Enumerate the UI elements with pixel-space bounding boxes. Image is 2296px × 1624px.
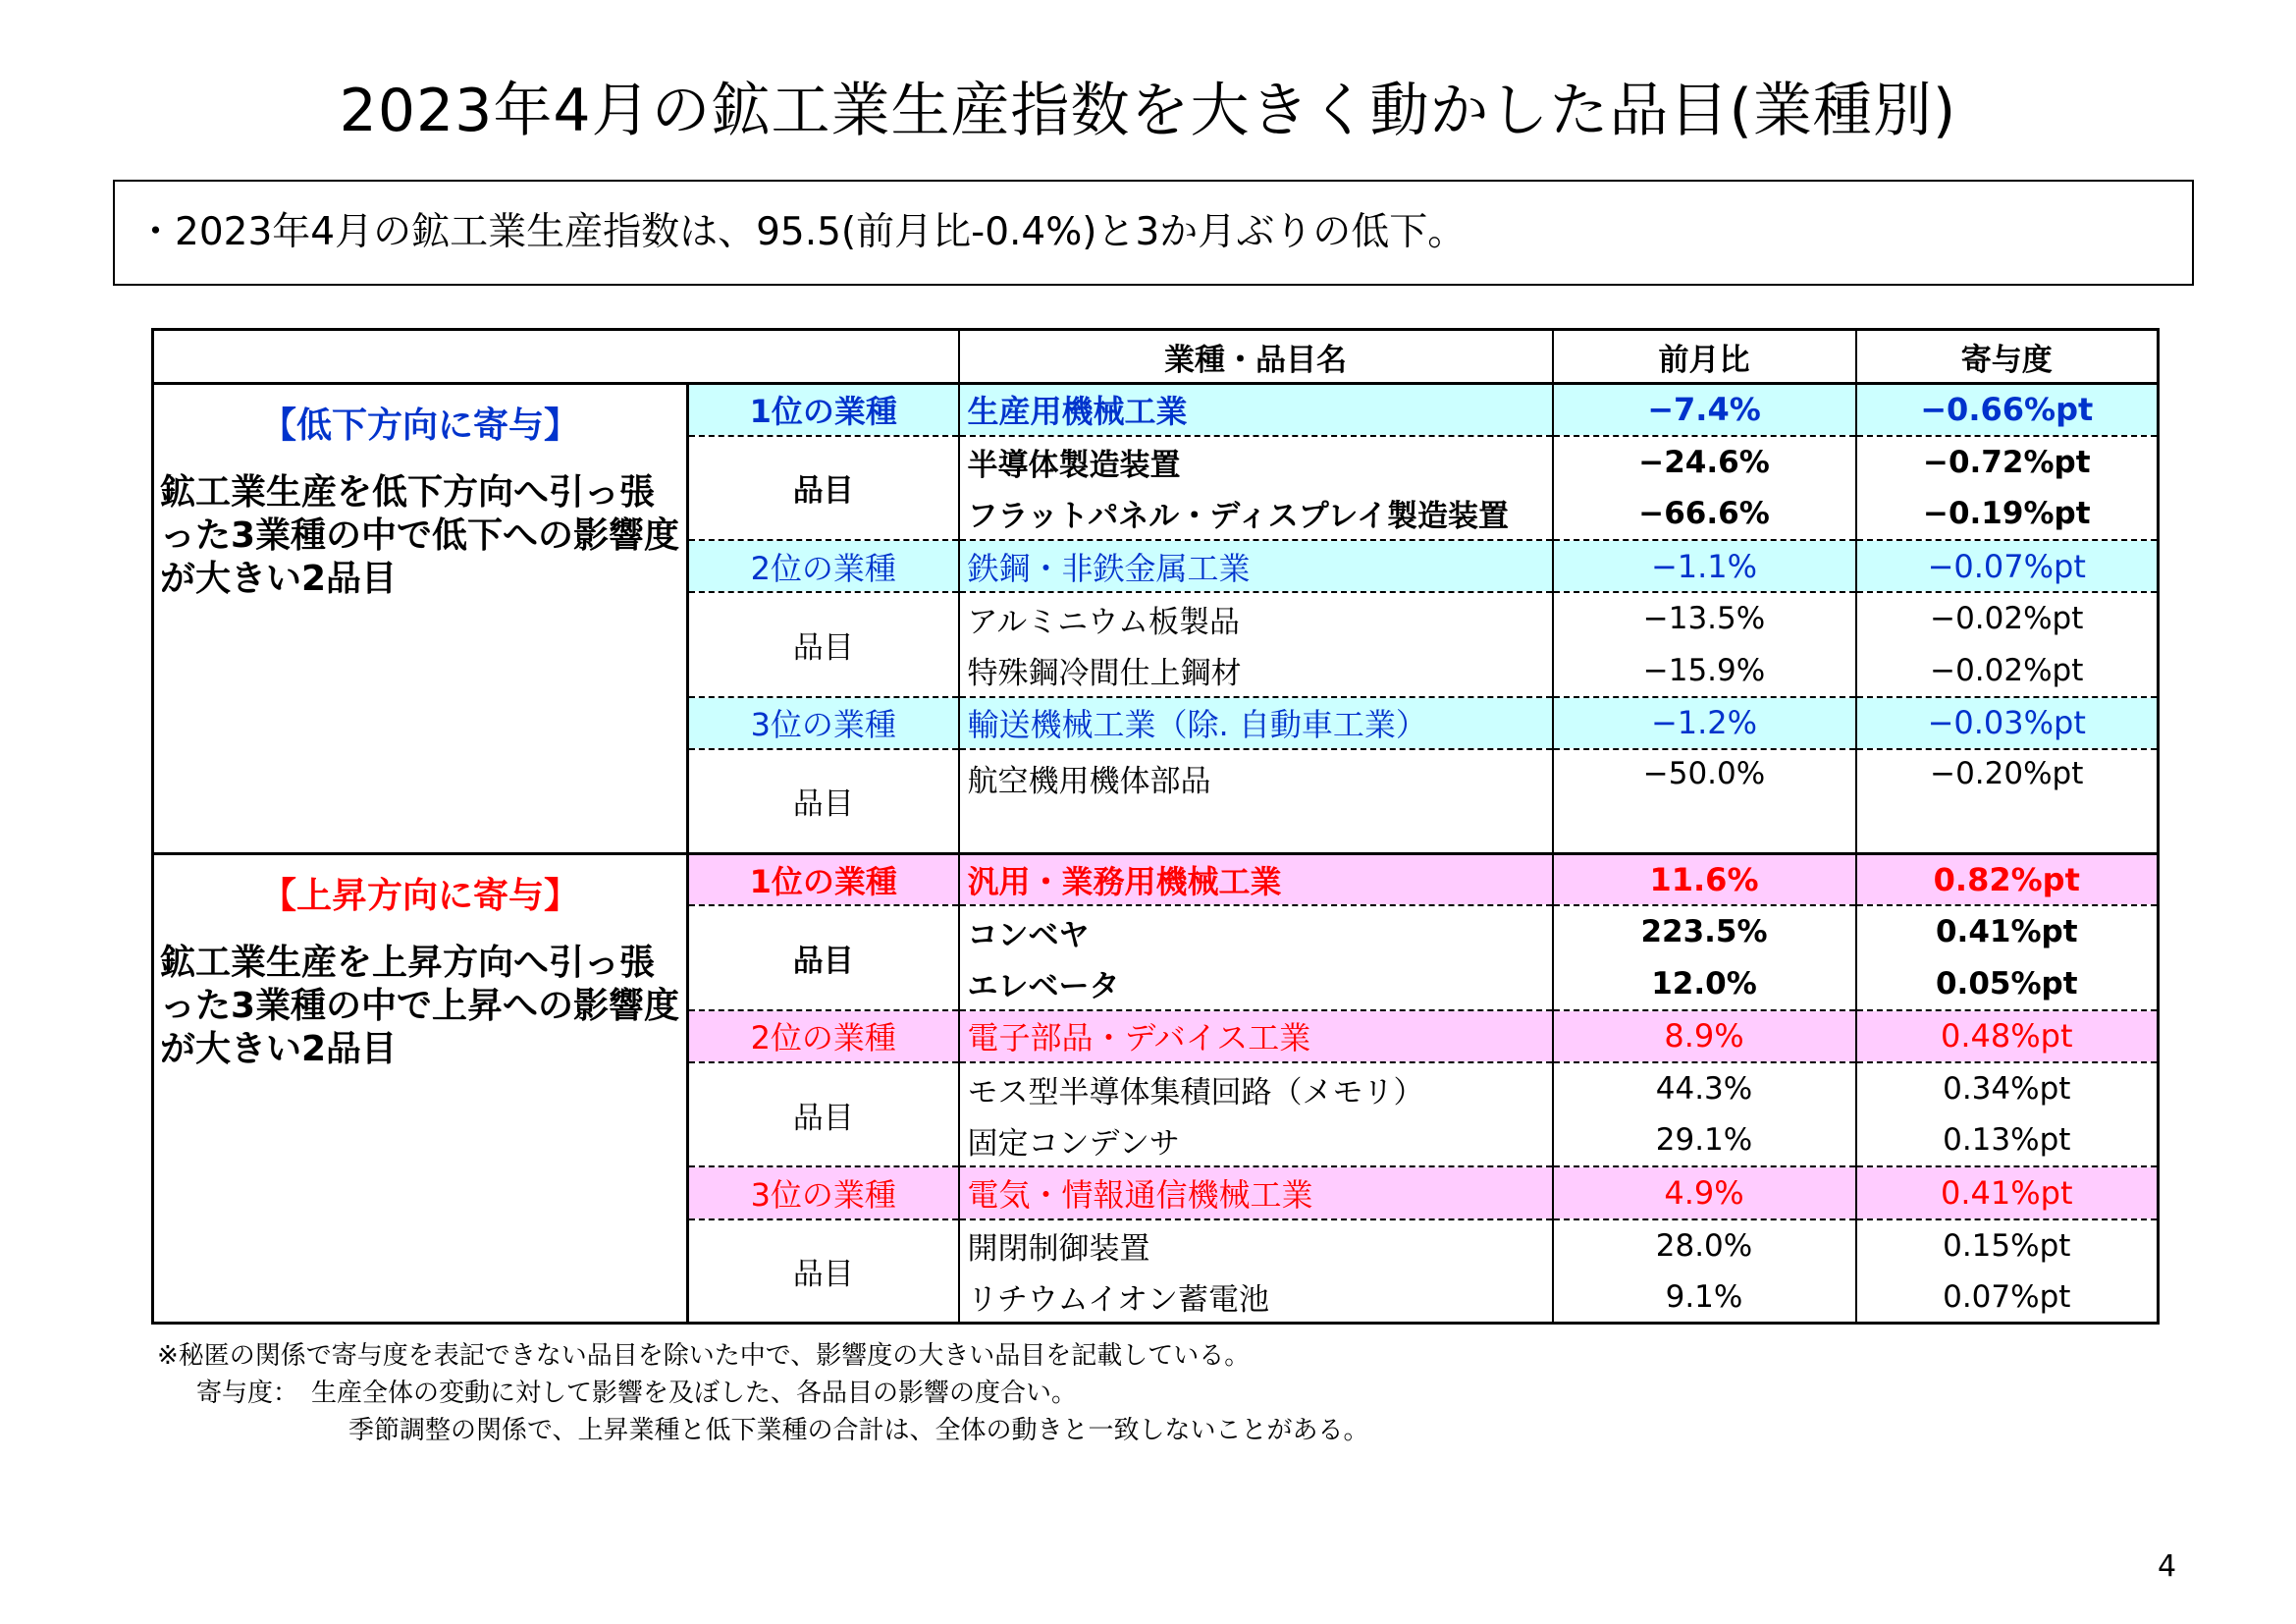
item-name: フラットパネル・ディスプレイ製造装置 — [959, 488, 1553, 540]
page-title: 2023年4月の鉱工業生産指数を大きく動かした品目(業種別) — [339, 77, 1957, 145]
item-label: 品目 — [688, 436, 959, 540]
industry-mom: 4.9% — [1553, 1166, 1856, 1218]
item-contribution: −0.72%pt — [1856, 436, 2159, 488]
item-mom: −13.5% — [1553, 592, 1856, 644]
industry-contribution: 0.48%pt — [1856, 1010, 2159, 1062]
header-name: 業種・品目名 — [959, 330, 1553, 384]
industry-contribution: −0.07%pt — [1856, 540, 2159, 592]
item-mom: 9.1% — [1553, 1272, 1856, 1324]
industry-name: 輸送機械工業（除. 自動車工業） — [959, 697, 1553, 749]
item-contribution: 0.34%pt — [1856, 1062, 2159, 1114]
industry-mom: 8.9% — [1553, 1010, 1856, 1062]
item-contribution: −0.02%pt — [1856, 592, 2159, 644]
industry-mom: −1.2% — [1553, 697, 1856, 749]
industry-rank: 3位の業種 — [688, 1166, 959, 1218]
section-decrease-description: 鉱工業生産を低下方向へ引っ張った3業種の中で低下への影響度が大きい2品目 — [160, 472, 680, 599]
item-name: 半導体製造装置 — [959, 436, 1553, 488]
footnotes — [157, 1337, 1368, 1449]
item-label: 品目 — [688, 1219, 959, 1324]
item-name: リチウムイオン蓄電池 — [959, 1272, 1553, 1324]
item-name: モス型半導体集積回路（メモリ） — [959, 1062, 1553, 1114]
item-name: 開閉制御装置 — [959, 1219, 1553, 1272]
section-increase-description: 鉱工業生産を上昇方向へ引っ張った3業種の中で上昇への影響度が大きい2品目 — [160, 942, 680, 1069]
item-contribution: −0.02%pt — [1856, 644, 2159, 696]
item-name: コンベヤ — [959, 905, 1553, 957]
header-blank-cell — [688, 330, 959, 384]
item-contribution: 0.41%pt — [1856, 905, 2159, 957]
item-mom: −50.0% — [1553, 749, 1856, 801]
item-label: 品目 — [688, 592, 959, 696]
header-mom: 前月比 — [1553, 330, 1856, 384]
item-name: アルミニウム板製品 — [959, 592, 1553, 644]
summary-box — [113, 180, 2194, 286]
industry-name: 電気・情報通信機械工業 — [959, 1166, 1553, 1218]
empty-cell — [959, 801, 1553, 853]
industry-rank: 3位の業種 — [688, 697, 959, 749]
item-mom: 28.0% — [1553, 1219, 1856, 1272]
item-contribution: −0.19%pt — [1856, 488, 2159, 540]
industry-rank: 1位の業種 — [688, 853, 959, 905]
item-contribution: 0.15%pt — [1856, 1219, 2159, 1272]
item-mom: 12.0% — [1553, 958, 1856, 1010]
section-decrease-cell — [153, 384, 688, 854]
item-mom: 29.1% — [1553, 1114, 1856, 1166]
item-contribution: 0.13%pt — [1856, 1114, 2159, 1166]
page-number: 4 — [2158, 1549, 2177, 1584]
industry-contribution: 0.82%pt — [1856, 853, 2159, 905]
industry-row — [153, 853, 2159, 905]
item-name: 固定コンデンサ — [959, 1114, 1553, 1166]
industry-name: 鉄鋼・非鉄金属工業 — [959, 540, 1553, 592]
item-mom: −15.9% — [1553, 644, 1856, 696]
section-decrease-heading: 【低下方向に寄与】 — [260, 406, 579, 446]
header-blank-cell — [153, 330, 688, 384]
item-contribution: −0.20%pt — [1856, 749, 2159, 801]
industry-rank: 2位の業種 — [688, 540, 959, 592]
item-mom: 223.5% — [1553, 905, 1856, 957]
item-name: 航空機用機体部品 — [959, 749, 1553, 801]
item-label: 品目 — [688, 1062, 959, 1166]
contribution-table — [151, 328, 2160, 1325]
industry-rank: 2位の業種 — [688, 1010, 959, 1062]
footnote-confidentiality: ※秘匿の関係で寄与度を表記できない品目を除いた中で、影響度の大きい品目を記載している。 — [157, 1341, 1251, 1371]
footnote-seasonal-adjustment: 季節調整の関係で、上昇業種と低下業種の合計は、全体の動きと一致しないことがある。 — [348, 1416, 1369, 1445]
empty-cell — [1553, 801, 1856, 853]
industry-rank: 1位の業種 — [688, 384, 959, 436]
item-name: 特殊鋼冷間仕上鋼材 — [959, 644, 1553, 696]
industry-name: 生産用機械工業 — [959, 384, 1553, 436]
summary-text: ・2023年4月の鉱工業生産指数は、95.5(前月比-0.4%)と3か月ぶりの低下。 — [136, 210, 1467, 254]
section-increase-heading: 【上昇方向に寄与】 — [260, 875, 579, 916]
item-contribution: 0.07%pt — [1856, 1272, 2159, 1324]
industry-mom: −1.1% — [1553, 540, 1856, 592]
industry-mom: −7.4% — [1553, 384, 1856, 436]
industry-name: 電子部品・デバイス工業 — [959, 1010, 1553, 1062]
industry-row — [153, 384, 2159, 436]
industry-mom: 11.6% — [1553, 853, 1856, 905]
empty-cell — [1856, 801, 2159, 853]
industry-name: 汎用・業務用機械工業 — [959, 853, 1553, 905]
item-mom: −66.6% — [1553, 488, 1856, 540]
industry-contribution: −0.66%pt — [1856, 384, 2159, 436]
item-mom: −24.6% — [1553, 436, 1856, 488]
table-header-row — [153, 330, 2159, 384]
header-contribution: 寄与度 — [1856, 330, 2159, 384]
footnote-contribution-definition: 寄与度： 生産全体の変動に対して影響を及ぼした、各品目の影響の度合い。 — [196, 1379, 1078, 1408]
section-increase-cell — [153, 853, 688, 1324]
item-contribution: 0.05%pt — [1856, 958, 2159, 1010]
item-label: 品目 — [688, 749, 959, 853]
item-name: エレベータ — [959, 958, 1553, 1010]
industry-contribution: 0.41%pt — [1856, 1166, 2159, 1218]
item-mom: 44.3% — [1553, 1062, 1856, 1114]
industry-contribution: −0.03%pt — [1856, 697, 2159, 749]
item-label: 品目 — [688, 905, 959, 1009]
